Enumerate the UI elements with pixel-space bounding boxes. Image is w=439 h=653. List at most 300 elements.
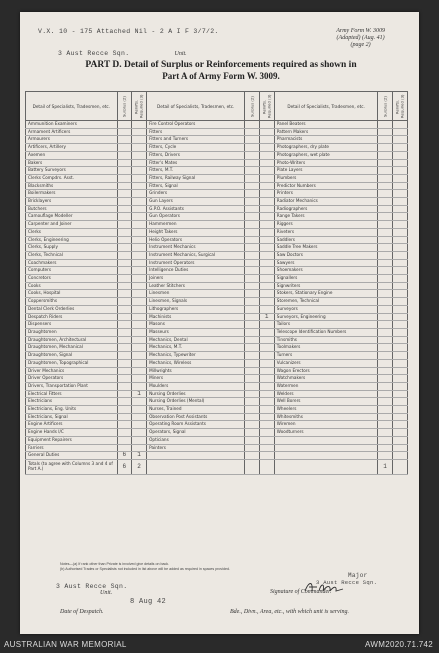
title-line-1: PART D. Detail of Surplus or Reinforcements required as shown in bbox=[85, 60, 357, 70]
surplus-cell bbox=[378, 452, 392, 460]
surplus-cell bbox=[378, 159, 392, 167]
table-row bbox=[26, 413, 408, 421]
surplus-cell bbox=[378, 382, 392, 390]
table-row bbox=[26, 429, 408, 437]
trade-name: Butchers bbox=[26, 205, 118, 213]
reinfts-cell bbox=[392, 167, 407, 175]
reinfts-cell bbox=[259, 182, 274, 190]
surplus-cell bbox=[378, 444, 392, 452]
totals-row bbox=[26, 459, 408, 474]
trade-name bbox=[274, 436, 378, 444]
reinfts-cell bbox=[131, 190, 146, 198]
unit-label: Unit. bbox=[174, 51, 187, 57]
surplus-cell bbox=[117, 244, 131, 252]
surplus-cell bbox=[117, 290, 131, 298]
trade-name: Masseurs bbox=[147, 328, 245, 336]
reinfts-cell bbox=[259, 375, 274, 383]
reinfts-cell bbox=[259, 429, 274, 437]
surplus-cell bbox=[245, 213, 259, 221]
reinfts-cell bbox=[131, 406, 146, 414]
surplus-cell bbox=[117, 321, 131, 329]
table-row bbox=[26, 259, 408, 267]
surplus-cell bbox=[245, 290, 259, 298]
table-row bbox=[26, 305, 408, 313]
trade-name: Miners bbox=[147, 375, 245, 383]
surplus-cell bbox=[378, 321, 392, 329]
trade-name: Pattern Makers bbox=[274, 128, 378, 136]
surplus-cell bbox=[117, 121, 131, 129]
col-header-reinfts: Reinfts. Required (3) bbox=[259, 92, 274, 121]
surplus-cell bbox=[245, 398, 259, 406]
trade-name: Equipment Repairers bbox=[26, 436, 118, 444]
surplus-cell bbox=[378, 282, 392, 290]
footer-unit-typed: 3 Aust Recce Sqn. bbox=[56, 583, 128, 590]
trade-name: Axemen bbox=[26, 151, 118, 159]
reinfts-cell bbox=[259, 359, 274, 367]
trade-name: Electrical Fitters bbox=[26, 390, 118, 398]
reinfts-cell bbox=[392, 305, 407, 313]
trade-name: Whitesmiths bbox=[274, 413, 378, 421]
surplus-cell bbox=[378, 375, 392, 383]
trade-name: Fitters and Turners bbox=[147, 136, 245, 144]
reinfts-cell bbox=[392, 313, 407, 321]
surplus-cell bbox=[245, 305, 259, 313]
surplus-cell bbox=[378, 221, 392, 229]
unit-typed: 3 Aust Recce Sqn. bbox=[58, 50, 130, 57]
trade-name: Clerks, Technical bbox=[26, 251, 118, 259]
table-row bbox=[26, 151, 408, 159]
trade-name: Signallers bbox=[274, 275, 378, 283]
trade-name: Tinsmiths bbox=[274, 336, 378, 344]
surplus-cell bbox=[117, 174, 131, 182]
reinfts-cell bbox=[131, 121, 146, 129]
trade-name: Battery Surveyors bbox=[26, 167, 118, 175]
trade-name: Fitters bbox=[147, 128, 245, 136]
trade-name: Boilermakers bbox=[26, 190, 118, 198]
reinfts-cell bbox=[392, 236, 407, 244]
reinfts-cell bbox=[392, 413, 407, 421]
trade-name: Saddlers bbox=[274, 236, 378, 244]
surplus-cell bbox=[117, 182, 131, 190]
trade-name: Welders bbox=[274, 390, 378, 398]
specialists-table bbox=[25, 91, 408, 475]
surplus-cell bbox=[117, 359, 131, 367]
surplus-cell bbox=[245, 444, 259, 452]
trade-name: Ammunition Examiners bbox=[26, 121, 118, 129]
surplus-cell bbox=[117, 159, 131, 167]
reinfts-cell bbox=[392, 375, 407, 383]
surplus-cell bbox=[245, 336, 259, 344]
reinfts-cell bbox=[131, 352, 146, 360]
table-row bbox=[26, 375, 408, 383]
table-row bbox=[26, 167, 408, 175]
table-row bbox=[26, 128, 408, 136]
note-b: (b) Authorised Trades or Specialists not included in list above will be added as required in spaces provided. bbox=[60, 567, 231, 571]
col-header-surplus: Surplus (2) bbox=[245, 92, 259, 121]
surplus-cell bbox=[245, 144, 259, 152]
reinfts-cell bbox=[131, 144, 146, 152]
trade-name: Artificers, Artillery bbox=[26, 144, 118, 152]
col-header-spec: Detail of Specialists, Tradesmen, etc. bbox=[274, 92, 378, 121]
reinfts-cell bbox=[392, 390, 407, 398]
trade-name: Vulcanizers bbox=[274, 359, 378, 367]
trade-name: Draughtsmen, Architectural bbox=[26, 336, 118, 344]
reinfts-cell bbox=[131, 282, 146, 290]
trade-name: Electricians bbox=[26, 398, 118, 406]
reinfts-cell bbox=[259, 275, 274, 283]
surplus-cell bbox=[378, 436, 392, 444]
table-row bbox=[26, 244, 408, 252]
trade-name: Coachmakers bbox=[26, 259, 118, 267]
table-header-row bbox=[26, 92, 408, 121]
trade-name: Pharmacists bbox=[274, 136, 378, 144]
surplus-cell bbox=[378, 429, 392, 437]
surplus-cell bbox=[117, 136, 131, 144]
trade-name: Opticians bbox=[147, 436, 245, 444]
reinfts-cell bbox=[131, 167, 146, 175]
surplus-cell bbox=[117, 367, 131, 375]
surplus-cell bbox=[245, 321, 259, 329]
reinfts-cell bbox=[392, 352, 407, 360]
table-row bbox=[26, 282, 408, 290]
trade-name: Lithographers bbox=[147, 305, 245, 313]
trade-name: Riggers bbox=[274, 221, 378, 229]
surplus-cell bbox=[117, 352, 131, 360]
reinfts-cell bbox=[259, 259, 274, 267]
reinfts-cell bbox=[259, 390, 274, 398]
surplus-cell bbox=[117, 128, 131, 136]
trade-name: Fitters, M.T. bbox=[147, 167, 245, 175]
trade-name bbox=[274, 444, 378, 452]
trade-name: Draughtsmen, Topographical bbox=[26, 359, 118, 367]
surplus-cell bbox=[378, 144, 392, 152]
table-row bbox=[26, 236, 408, 244]
trade-name: Tailors bbox=[274, 321, 378, 329]
trade-name: Electricians, Eng. Units bbox=[26, 406, 118, 414]
col-header-spec: Detail of Specialists, Tradesmen, etc. bbox=[26, 92, 118, 121]
surplus-cell bbox=[117, 167, 131, 175]
trade-name: Computers bbox=[26, 267, 118, 275]
reinfts-cell bbox=[131, 413, 146, 421]
reinfts-cell bbox=[131, 321, 146, 329]
trade-name: Linesmen, Signals bbox=[147, 298, 245, 306]
reinfts-cell bbox=[259, 251, 274, 259]
reinfts-cell bbox=[392, 190, 407, 198]
reinfts-cell bbox=[259, 244, 274, 252]
reinfts-cell bbox=[259, 205, 274, 213]
surplus-cell bbox=[245, 352, 259, 360]
trade-name: Millwrights bbox=[147, 367, 245, 375]
trade-name: Plumbers bbox=[274, 174, 378, 182]
surplus-cell bbox=[117, 344, 131, 352]
form-ref-line-3: (page 2) bbox=[350, 42, 371, 48]
surplus-cell bbox=[245, 190, 259, 198]
reinfts-cell bbox=[131, 359, 146, 367]
trade-name: Hammermen bbox=[147, 221, 245, 229]
trade-name: Nurses, Trained bbox=[147, 406, 245, 414]
surplus-cell bbox=[245, 128, 259, 136]
table-row bbox=[26, 182, 408, 190]
footer-unit-label: Unit. bbox=[100, 590, 113, 596]
trade-name: Fitters, Cycle bbox=[147, 144, 245, 152]
trade-name: Woodturners bbox=[274, 429, 378, 437]
trade-name: Predictor Numbers bbox=[274, 182, 378, 190]
trade-name: Leather Stitchers bbox=[147, 282, 245, 290]
surplus-cell bbox=[117, 213, 131, 221]
surplus-cell bbox=[378, 313, 392, 321]
surplus-cell bbox=[378, 390, 392, 398]
trade-name: Photo-Writers bbox=[274, 159, 378, 167]
surplus-cell bbox=[378, 305, 392, 313]
trade-name: Blacksmiths bbox=[26, 182, 118, 190]
trade-name: Machinists bbox=[147, 313, 245, 321]
total-reinfts-2 bbox=[259, 459, 274, 474]
reinfts-cell bbox=[131, 382, 146, 390]
surplus-cell bbox=[245, 375, 259, 383]
surplus-cell bbox=[378, 259, 392, 267]
surplus-cell bbox=[117, 298, 131, 306]
reinfts-cell bbox=[392, 290, 407, 298]
form-reference bbox=[336, 28, 385, 49]
surplus-cell bbox=[378, 344, 392, 352]
reinfts-cell bbox=[131, 444, 146, 452]
trade-name: Farriers bbox=[26, 444, 118, 452]
surplus-cell bbox=[245, 159, 259, 167]
reinfts-cell bbox=[131, 275, 146, 283]
reinfts-cell bbox=[259, 198, 274, 206]
surplus-cell bbox=[117, 421, 131, 429]
surplus-cell bbox=[117, 390, 131, 398]
total-surplus-2 bbox=[245, 459, 259, 474]
trade-name: Concretors bbox=[26, 275, 118, 283]
table-row bbox=[26, 159, 408, 167]
trade-name: Armourers bbox=[26, 136, 118, 144]
surplus-cell bbox=[117, 313, 131, 321]
surplus-cell bbox=[245, 267, 259, 275]
reinfts-cell bbox=[392, 336, 407, 344]
reinfts-cell bbox=[131, 344, 146, 352]
total-surplus-3: 1 bbox=[378, 459, 392, 474]
surplus-cell bbox=[378, 182, 392, 190]
surplus-cell bbox=[378, 128, 392, 136]
surplus-cell bbox=[117, 398, 131, 406]
trade-name: Engine Artificers bbox=[26, 421, 118, 429]
trade-name: Surveyors bbox=[274, 305, 378, 313]
reinfts-cell bbox=[259, 174, 274, 182]
trade-name: Linesmen bbox=[147, 290, 245, 298]
reinfts-cell bbox=[259, 267, 274, 275]
table-row bbox=[26, 452, 408, 460]
table-row bbox=[26, 321, 408, 329]
surplus-cell bbox=[245, 298, 259, 306]
surplus-cell bbox=[117, 267, 131, 275]
trade-name: Drivers, Transportation Plant bbox=[26, 382, 118, 390]
totals-blank bbox=[147, 459, 245, 474]
table-row bbox=[26, 444, 408, 452]
surplus-cell bbox=[117, 382, 131, 390]
trade-name: Observation Post Assistants bbox=[147, 413, 245, 421]
trade-name: Watchmakers bbox=[274, 375, 378, 383]
reinfts-cell bbox=[392, 328, 407, 336]
surplus-cell bbox=[117, 436, 131, 444]
surplus-cell bbox=[245, 328, 259, 336]
trade-name: Cooks, Hospital bbox=[26, 290, 118, 298]
reinfts-cell bbox=[392, 144, 407, 152]
surplus-cell bbox=[117, 198, 131, 206]
trade-name: G.P.O. Assistants bbox=[147, 205, 245, 213]
surplus-cell bbox=[378, 421, 392, 429]
reinfts-cell bbox=[131, 429, 146, 437]
surplus-cell bbox=[117, 221, 131, 229]
trade-name: Fitters, Signal bbox=[147, 182, 245, 190]
reinfts-cell bbox=[131, 290, 146, 298]
surplus-cell bbox=[245, 382, 259, 390]
col-header-surplus: Surplus (2) bbox=[117, 92, 131, 121]
reinfts-cell bbox=[259, 282, 274, 290]
table-row bbox=[26, 367, 408, 375]
reinfts-cell bbox=[392, 228, 407, 236]
reinfts-cell bbox=[131, 136, 146, 144]
surplus-cell bbox=[245, 167, 259, 175]
reinfts-cell bbox=[259, 121, 274, 129]
trade-name: Saw Doctors bbox=[274, 251, 378, 259]
surplus-cell bbox=[378, 406, 392, 414]
surplus-cell bbox=[245, 275, 259, 283]
trade-name: Armament Artificers bbox=[26, 128, 118, 136]
surplus-cell bbox=[378, 228, 392, 236]
surplus-cell bbox=[245, 221, 259, 229]
table-row bbox=[26, 352, 408, 360]
reinfts-cell bbox=[131, 398, 146, 406]
total-reinfts-1: 2 bbox=[131, 459, 146, 474]
part-d-title bbox=[56, 60, 386, 82]
reinfts-cell bbox=[131, 313, 146, 321]
table-row bbox=[26, 251, 408, 259]
surplus-cell bbox=[245, 259, 259, 267]
reinfts-cell bbox=[259, 452, 274, 460]
surplus-cell bbox=[378, 236, 392, 244]
trade-name: Instrument Operators bbox=[147, 259, 245, 267]
reinfts-cell bbox=[131, 421, 146, 429]
table-row bbox=[26, 205, 408, 213]
unit-header bbox=[58, 40, 187, 59]
archive-reference: AWM2020.71.742 bbox=[365, 640, 433, 649]
reinfts-cell bbox=[259, 228, 274, 236]
reinfts-cell bbox=[259, 367, 274, 375]
surplus-cell bbox=[245, 452, 259, 460]
surplus-cell bbox=[378, 244, 392, 252]
table-row bbox=[26, 390, 408, 398]
note-a: Notes—(a) If rank other than Private is involved give details on back. bbox=[60, 562, 170, 566]
reinfts-cell bbox=[392, 151, 407, 159]
reinfts-cell bbox=[392, 359, 407, 367]
reinfts-cell bbox=[392, 128, 407, 136]
table-row bbox=[26, 406, 408, 414]
surplus-cell: 6 bbox=[117, 452, 131, 460]
surplus-cell bbox=[378, 198, 392, 206]
surplus-cell bbox=[378, 413, 392, 421]
trade-name: Wiremen bbox=[274, 421, 378, 429]
surplus-cell bbox=[245, 367, 259, 375]
surplus-cell bbox=[378, 167, 392, 175]
reinfts-cell bbox=[131, 128, 146, 136]
table-row bbox=[26, 336, 408, 344]
trade-name: Signwriters bbox=[274, 282, 378, 290]
archive-caption: AUSTRALIAN WAR MEMORIAL bbox=[4, 640, 127, 649]
despatch-date-label: Date of Despatch. bbox=[60, 609, 104, 615]
surplus-cell bbox=[245, 198, 259, 206]
trade-name: Nursing Orderlies bbox=[147, 390, 245, 398]
surplus-cell bbox=[117, 205, 131, 213]
reinfts-cell bbox=[392, 121, 407, 129]
trade-name: Fire Control Operators bbox=[147, 121, 245, 129]
surplus-cell bbox=[117, 413, 131, 421]
surplus-cell bbox=[245, 174, 259, 182]
reinfts-cell bbox=[392, 198, 407, 206]
surplus-cell bbox=[245, 429, 259, 437]
surplus-cell bbox=[245, 205, 259, 213]
reinfts-cell bbox=[131, 198, 146, 206]
surplus-cell bbox=[378, 359, 392, 367]
trade-name: Photographers, wet plate bbox=[274, 151, 378, 159]
trade-name: Turners bbox=[274, 352, 378, 360]
reinfts-cell bbox=[392, 174, 407, 182]
reinfts-cell bbox=[392, 382, 407, 390]
trade-name: Draughtsmen, Signal bbox=[26, 352, 118, 360]
table-row bbox=[26, 221, 408, 229]
reinfts-cell bbox=[259, 298, 274, 306]
header-typed-line: V.X. 10 - 175 Attached Nil - 2 A I F 3/7/2. bbox=[38, 28, 219, 35]
reinfts-cell bbox=[259, 290, 274, 298]
table-row bbox=[26, 267, 408, 275]
surplus-cell bbox=[117, 144, 131, 152]
trade-name: Shoemakers bbox=[274, 267, 378, 275]
surplus-cell bbox=[245, 359, 259, 367]
reinfts-cell bbox=[259, 213, 274, 221]
trade-name: Intelligence Duties bbox=[147, 267, 245, 275]
surplus-cell bbox=[245, 228, 259, 236]
trade-name: Panel Beaters bbox=[274, 121, 378, 129]
trade-name: Clerks bbox=[26, 228, 118, 236]
table-row bbox=[26, 228, 408, 236]
surplus-cell bbox=[378, 251, 392, 259]
trade-name: Fitters, Drivers bbox=[147, 151, 245, 159]
signature-label: Signature of Commander. bbox=[270, 589, 332, 595]
trade-name: Telescope Identification Numbers bbox=[274, 328, 378, 336]
surplus-cell bbox=[245, 136, 259, 144]
trade-name: Nursing Orderlies (Mental) bbox=[147, 398, 245, 406]
surplus-cell bbox=[378, 121, 392, 129]
title-line-2: Part A of Army Form W. 3009. bbox=[162, 71, 280, 81]
reinfts-cell bbox=[259, 413, 274, 421]
reinfts-cell bbox=[259, 328, 274, 336]
reinfts-cell bbox=[259, 151, 274, 159]
surplus-cell bbox=[117, 282, 131, 290]
trade-name: Clerks, Supply bbox=[26, 244, 118, 252]
col-header-spec: Detail of Specialists, Tradesmen, etc. bbox=[147, 92, 245, 121]
footer-unit bbox=[56, 573, 127, 592]
reinfts-cell bbox=[131, 328, 146, 336]
reinfts-cell bbox=[131, 375, 146, 383]
surplus-cell bbox=[378, 275, 392, 283]
reinfts-cell bbox=[131, 244, 146, 252]
trade-name bbox=[147, 452, 245, 460]
trade-name: Electricians, Signal bbox=[26, 413, 118, 421]
reinfts-cell bbox=[131, 182, 146, 190]
surplus-cell bbox=[117, 444, 131, 452]
trade-name: Operators, Signal bbox=[147, 429, 245, 437]
surplus-cell bbox=[117, 236, 131, 244]
